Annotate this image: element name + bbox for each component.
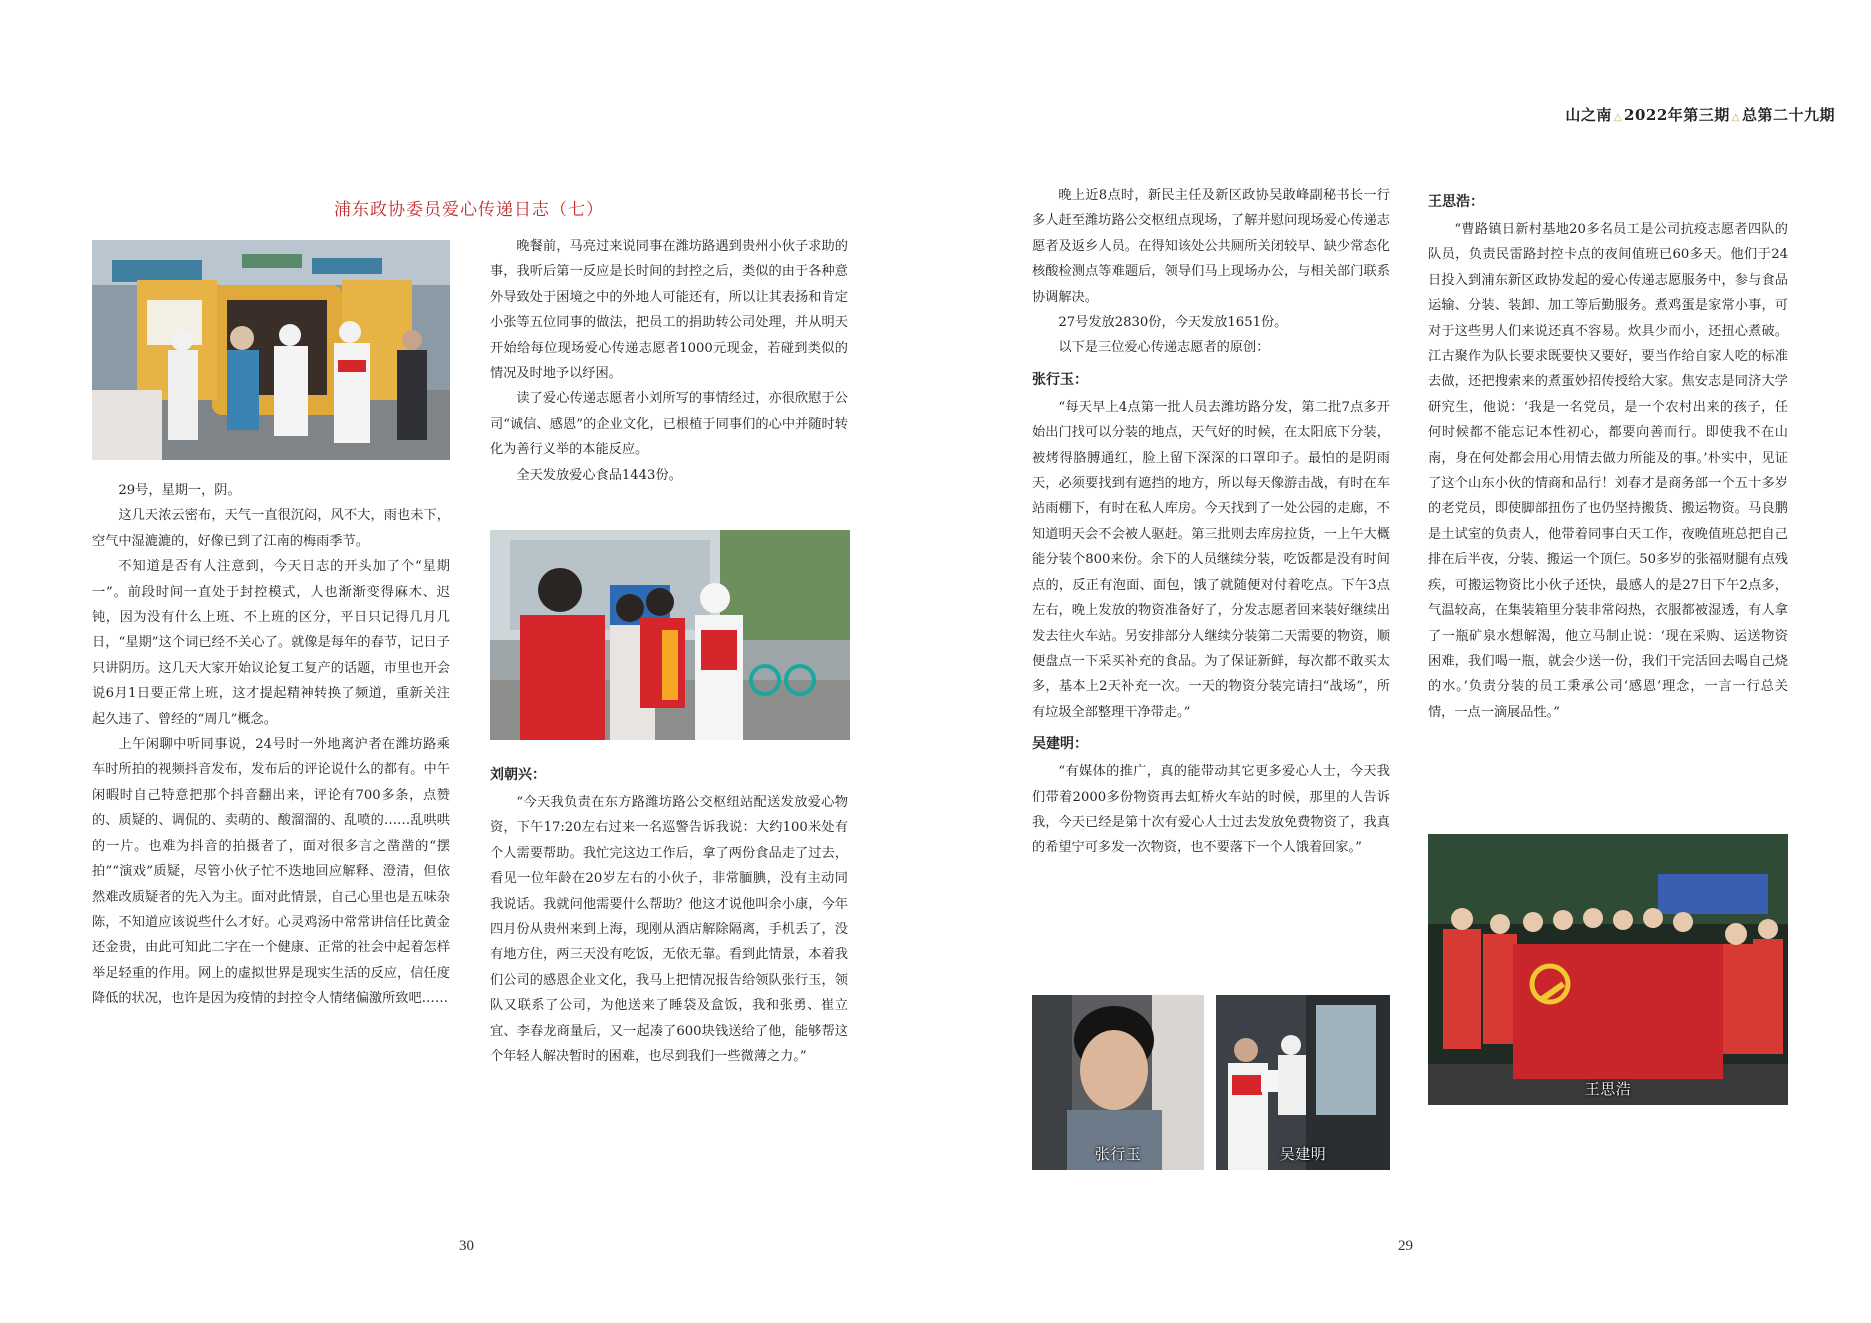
paragraph: 这几天浓云密布，天气一直很沉闷，风不大，雨也未下，空气中湿漉漉的，好像已到了江南的梅雨季节。 <box>92 508 450 549</box>
magazine-name: 山之南 <box>1565 106 1612 124</box>
paragraph: 27号发放2830份，今天发放1651份。 <box>1058 315 1288 331</box>
right-column-3 <box>1032 183 1390 861</box>
quote-wu: “有媒体的推广，真的能带动其它更多爱心人士，今天我们带着2000多份物资再去虹桥火车站的时候，那里的人告诉我，今天已经是第十次有爱心人士过去发放免费物资了，我真的希望宁可多发一次物资，也不要落下一个人饿着回家。” <box>1032 764 1390 856</box>
paragraph: 读了爱心传递志愿者小刘所写的事情经过，亦很欣慰于公司“诚信、感恩”的企业文化，已根植于同事们的心中并随时转化为善行义举的本能反应。 <box>490 391 848 458</box>
page-number-left: 30 <box>459 1238 474 1254</box>
article-title: 浦东政协委员爱心传递日志（七） <box>334 200 604 220</box>
paragraph: 29号，星期一，阴。 <box>118 483 241 498</box>
paragraph: 晚上近8点时，新民主任及新区政协吴敢峰副秘书长一行多人赶至潍坊路公交枢纽点现场，了解并慰问现场爱心传递志愿者及返乡人员。在得知该处公共厕所关闭较早、缺少常态化核酸检测点等难题后，领导们马上现场办公，与相关部门联系协调解决。 <box>1032 188 1390 305</box>
running-header <box>1565 104 1835 125</box>
triangle-icon: △ <box>1613 112 1623 123</box>
left-column-2-bottom <box>490 756 848 1069</box>
author-name-zhang: 张行玉： <box>1032 371 1088 388</box>
photo-volunteers-street <box>490 530 850 740</box>
quote-liu: “今天我负责在东方路潍坊路公交枢纽站配送发放爱心物资，下午17:20左右过来一名巡警告诉我说：大约100米处有个人需要帮助。我忙完这边工作后，拿了两份食品走了过去，看见一位年龄在20岁左右的小伙子，非常腼腆，没有主动同我说话。我就问他需要什么帮助？他这才说他叫余小康，今年四月份从贵州来到上海，现刚从酒店解除隔离，手机丢了，没有地方住，两三天没有吃饭，无依无靠。看到此情景，本着我们公司的感恩企业文化，我马上把情况报告给领队张行玉，领队又联系了公司，为他送来了睡袋及盒饭，我和张勇、崔立宜、李春龙商量后，又一起凑了600块钱送给了他，能够帮这个年轻人解决暂时的困难，也尽到我们一些微薄之力。” <box>490 795 848 1065</box>
total-issue-label: 总第二十九期 <box>1741 106 1835 124</box>
paragraph: 全天发放爱心食品1443份。 <box>516 467 682 483</box>
caption-wu: 吴建明 <box>1279 1145 1327 1163</box>
triangle-icon: △ <box>1731 112 1740 123</box>
photo-wang-sihao-group <box>1428 834 1788 1105</box>
author-name-wang: 王思浩： <box>1428 194 1484 210</box>
photo-zhang-xingyu <box>1032 995 1204 1170</box>
paragraph: 不知道是否有人注意到，今天日志的开头加了个“星期一”。前段时间一直处于封控模式，人也渐渐变得麻木、迟钝，因为没有什么上班、不上班的区分，平日只记得几月几日，“星期”这个词已经不关心了。就像是每年的春节，记日子只讲阴历。这几天大家开始议论复工复产的话题，市里也开会说6月1日要正常上班，这才提起精神转换了频道，重新关注起久违了、曾经的“周几”概念。 <box>92 559 450 727</box>
paragraph: 以下是三位爱心传递志愿者的原创： <box>1058 340 1270 356</box>
photo-van-delivery <box>92 240 450 460</box>
author-name-liu: 刘朝兴： <box>490 767 546 783</box>
quote-wang: “曹路镇日新村基地20多名员工是公司抗疫志愿者四队的队员，负责民雷路封控卡点的夜间值班已60多天。他们于24日投入到浦东新区政协发起的爱心传递志愿服务中，参与食品运输、分装、装卸、加工等后勤服务。煮鸡蛋是家常小事，可对于这些男人们来说还真不容易。炊具少而小，还扭心煮破。江古聚作为队长要求既要快又要好，要当作给自家人吃的标准去做，还把搜索来的煮蛋妙招传授给大家。焦安志是同济大学研究生，他说：‘我是一名党员，是一个农村出来的孩子，任何时候都不能忘记本性初心，都要向善而行。即使我不在山南，身在何处都会用心用情去做力所能及的事。’朴实中，见证了这个山东小伙的情商和品行！刘春才是商务部一个五十多岁的老党员，即使脚部扭伤了也仍坚持搬货、搬运物资。马良鹏是土试室的负责人，他带着同事白天工作，夜晚值班总把自己排在后半夜，分装、搬运一个顶仨。50多岁的张福财腿有点残疾，可搬运物资比小伙子还快，最感人的是27日下午2点多，气温较高，在集装箱里分装非常闷热，衣服都被湿透，有人拿了一瓶矿泉水想解渴，他立马制止说：‘现在采购、运送物资困难，我们喝一瓶，就会少送一份，我们干完活回去喝自己烧的水。’负责分装的员工秉承公司‘感恩’理念，一言一行总关情，一点一滴展品性。” <box>1428 222 1788 720</box>
paragraph: 上午闲聊中听同事说，24号时一外地离沪者在潍坊路乘车时所拍的视频抖音发布，发布后的评论说什么的都有。中午闲暇时自己特意把那个抖音翻出来，评论有700多条，点赞的、质疑的、调侃的、卖萌的、酸溜溜的、乱喷的……乱哄哄的一片。也难为抖音的拍摄者了，面对很多言之凿凿的“摆拍”“演戏”质疑，尽管小伙子忙不迭地回应解释、澄清，但依然难改质疑者的先入为主。面对此情景，自己心里也是五味杂陈，不知道应该说些什么才好。心灵鸡汤中常常讲信任比黄金还金贵，由此可知此二字在一个健康、正常的社会中起着怎样举足轻重的作用。网上的虚拟世界是现实生活的反应，信任度降低的状况，也许是因为疫情的封控令人情绪偏激所致吧…… <box>92 737 450 1007</box>
paragraph: 晚餐前，马亮过来说同事在潍坊路遇到贵州小伙子求助的事，我听后第一反应是长时间的封控之后，类似的由于各种意外导致处于困境之中的外地人可能还有，所以让其表扬和肯定小张等五位同事的做法，把员工的捐助转公司处理，并从明天开始给每位现场爱心传递志愿者1000元现金，若碰到类似的情况及时地予以纾困。 <box>490 239 848 382</box>
issue-label: 2022年第三期 <box>1624 106 1730 124</box>
photo-wu-jianming <box>1216 995 1390 1170</box>
quote-zhang: “每天早上4点第一批人员去潍坊路分发，第二批7点多开始出门找可以分装的地点，天气好的时候，在太阳底下分装，被烤得胳膊通红，脸上留下深深的口罩印子。最怕的是阴雨天，必须要找到有遮挡的地方，所以每天像游击战，有时在车站雨棚下，有时在私人库房。今天找到了一处公园的走廊，不知道明天会不会被人驱赶。第三批则去库房拉货，一上午大概能分装个800来份。余下的人员继续分装，吃饭都是没有时间点的，反正有泡面、面包，饿了就随便对付着吃点。下午3点左右，晚上发放的物资准备好了，分发志愿者回来装好继续出发去往火车站。另安排部分人继续分装第二天需要的物资，顺便盘点一下采买补充的食品。为了保证新鲜，每次都不敢买太多，基本上2天补充一次。一天的物资分装完请扫“战场”，所有垃圾全部整理干净带走。” <box>1032 399 1390 720</box>
right-column-4 <box>1428 183 1788 725</box>
left-column-1 <box>92 478 450 1012</box>
caption-wang: 王思浩 <box>1584 1080 1632 1098</box>
left-column-2-top <box>490 234 848 488</box>
caption-zhang: 张行玉 <box>1094 1145 1142 1163</box>
author-name-wu: 吴建明： <box>1032 736 1088 753</box>
page-number-right: 29 <box>1398 1238 1413 1254</box>
